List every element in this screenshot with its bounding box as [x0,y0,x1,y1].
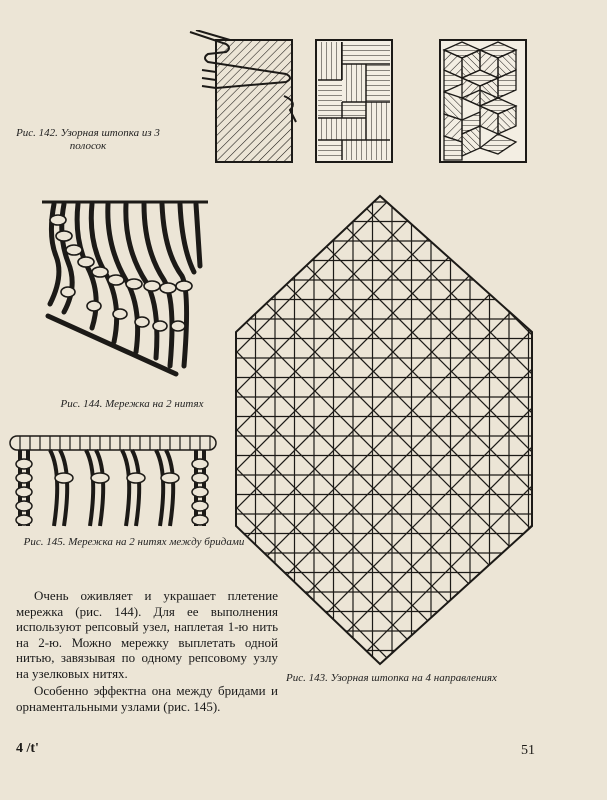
caption-fig-145: Рис. 145. Мережка на 2 нитях между бридами [23,536,245,548]
figure-144-openwork-two-threads [28,196,214,382]
panel-142-a [190,30,296,162]
caption-fig-142: Рис. 142. Узорная штопка из 3 полосок [16,127,160,152]
folio-left-mark: 4 /t' [16,741,39,756]
panel-142-b [316,40,392,162]
paragraph-1: Очень оживляет и украшает плетение мережка (рис. 144). Для ее выполнения используют репсовый узел, наплетая 1-ю нить на 2-ю. Можно мережку выплетать одной нитью, завязывая по одному репсовому узлу на узелковых нитях. [16,588,278,681]
caption-fig-144: Рис. 144. Мережка на 2 нитях [60,398,204,410]
page-number: 51 [521,743,535,758]
caption-fig-143: Рис. 143. Узорная штопка на 4 направлениях [286,672,497,684]
figure-145-openwork-between-brides [6,432,222,530]
figure-142-darning-panels [186,30,536,170]
paragraph-2: Особенно эффектна она между бридами и орнаментальными узлами (рис. 145). [16,683,278,714]
body-text [16,588,278,716]
panel-142-c [440,40,526,162]
